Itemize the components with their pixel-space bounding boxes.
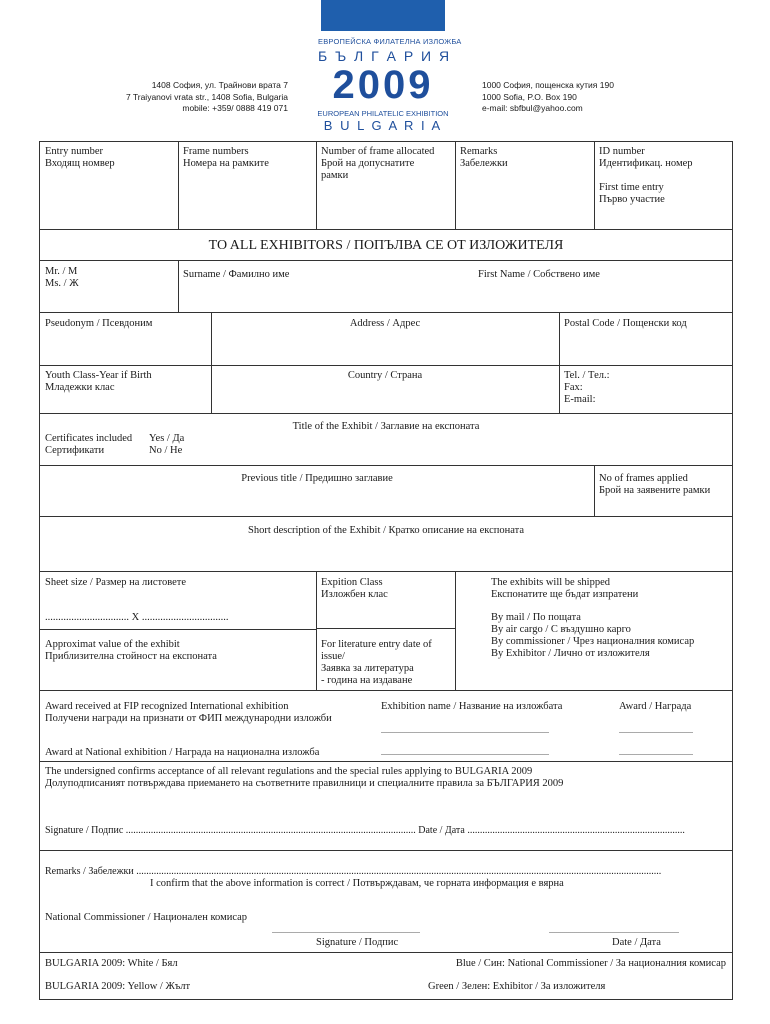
copy-white: BULGARIA 2009: White / Бял xyxy=(45,958,178,969)
logo-top-line: ЕВРОПЕЙСКА ФИЛАТЕЛНА ИЗЛОЖБА xyxy=(318,37,462,46)
field-text-line: Брой на заявените рамки xyxy=(599,485,711,496)
divider xyxy=(39,365,733,366)
ship-option-commissioner[interactable]: By commissioner / Чрез националния комисар xyxy=(491,636,695,647)
divider xyxy=(39,312,733,313)
field-text-line: Youth Class-Year if Birth xyxy=(45,370,152,381)
field-text-line: For literature entry date of xyxy=(321,639,432,650)
first-name-field[interactable]: First Name / Собствено име xyxy=(478,269,600,280)
confirm-en-text: The undersigned confirms acceptance of all relevant regulations and the special rules applying to BULGARIA 2009 xyxy=(45,766,533,777)
divider xyxy=(455,141,456,229)
surname-field[interactable]: Surname / Фамилно име xyxy=(183,269,290,280)
award-fip-label xyxy=(45,701,332,725)
frame-numbers-field[interactable] xyxy=(183,146,269,170)
logo-year: 2009 xyxy=(332,63,434,107)
field-text-line: Брой на допуснатите xyxy=(321,158,415,169)
exhibit-title-field[interactable]: Title of the Exhibit / Заглавие на експоната xyxy=(292,421,480,432)
divider xyxy=(594,141,595,229)
divider xyxy=(39,952,733,953)
field-text-line: Award received at FIP recognized International exhibition xyxy=(45,701,289,712)
ship-option-mail[interactable]: By mail / По пощата xyxy=(491,612,581,623)
sheet-size-label: Sheet size / Размер на листовете xyxy=(45,577,187,588)
field-text-line: Получени награди на признати от ФИП международни изложби xyxy=(45,713,332,724)
field-text-line: Tel. / Тел.: xyxy=(564,370,610,381)
field-text-line: Сертификати xyxy=(45,445,105,456)
divider xyxy=(594,465,595,516)
address-left xyxy=(126,80,288,115)
frames-applied-field[interactable] xyxy=(599,473,710,497)
logo-en-name: B U L G A R I A xyxy=(323,118,443,133)
divider xyxy=(316,628,455,629)
national-award-input[interactable]: ..................................... xyxy=(619,748,693,757)
field-text-line: Certificates included xyxy=(45,433,133,444)
fip-award-input[interactable]: ..................................... xyxy=(619,726,693,735)
commissioner-label: National Commissioner / Национален комисар xyxy=(45,912,248,923)
field-text-line: Approximat value of the exhibit xyxy=(45,639,180,650)
divider xyxy=(178,260,179,312)
logo-en-line: EUROPEAN PHILATELIC EXHIBITION xyxy=(317,109,449,118)
field-text-line: Изложбен клас xyxy=(321,589,388,600)
ship-option-air-cargo[interactable]: By air cargo / С въздушно карго xyxy=(491,624,631,635)
logo-bg-name: Б Ъ Л Г А Р И Я xyxy=(318,48,452,64)
certificates-no-option[interactable]: No / Не xyxy=(149,445,183,456)
commissioner-signature-input[interactable]: .......................................................................... xyxy=(272,926,420,935)
shipping-label xyxy=(491,577,638,601)
field-text-line: No of frames applied xyxy=(599,473,688,484)
address-right-line: e-mail: sbfbul@yahoo.com xyxy=(482,103,583,113)
field-text-line: Младежки клас xyxy=(45,382,115,393)
confirm-info-text: I confirm that the above information is correct / Потвърждавам, че горната информация е вярна xyxy=(150,878,564,889)
divider xyxy=(39,629,316,630)
divider xyxy=(39,260,733,261)
contact-field[interactable] xyxy=(564,370,610,406)
field-text-line: Remarks xyxy=(460,146,498,157)
first-entry-field[interactable] xyxy=(599,182,665,206)
award-label: Award / Награда xyxy=(619,701,692,712)
divider xyxy=(39,761,733,762)
field-text-line: The exhibits will be shipped xyxy=(491,577,610,588)
field-text-line: E-mail: xyxy=(564,394,596,405)
address-field[interactable]: Address / Адрес xyxy=(349,318,421,329)
sheet-size-input[interactable]: ................................ X ................................. xyxy=(45,612,229,623)
id-number-field[interactable] xyxy=(599,146,693,170)
divider xyxy=(39,465,733,466)
divider xyxy=(39,571,733,572)
divider xyxy=(39,229,733,230)
ship-option-exhibitor[interactable]: By Exhibitor / Лично от изложителя xyxy=(491,648,650,659)
shipping-options xyxy=(491,612,694,660)
entry-number-field[interactable] xyxy=(45,146,115,170)
certificates-label xyxy=(45,433,132,457)
divider xyxy=(39,516,733,517)
form-title: TO ALL EXHIBITORS / ПОПЪЛВА СЕ ОТ ИЗЛОЖИТЕЛЯ xyxy=(208,238,564,253)
commissioner-date-input[interactable]: ................................................................. xyxy=(549,926,679,935)
divider xyxy=(316,571,317,690)
divider xyxy=(316,141,317,229)
field-text-line: Входящ номвер xyxy=(45,158,115,169)
field-text-line: ID number xyxy=(599,146,645,157)
field-text-line: Номера на рамките xyxy=(183,158,269,169)
copy-green: Green / Зелен: Exhibitor / За изложителя xyxy=(428,981,606,992)
award-national-label: Award at National exhibition / Награда на национална изложба xyxy=(45,747,320,758)
address-right-line: 1000 Sofia, P.O. Box 190 xyxy=(482,91,577,102)
remarks-line[interactable]: Remarks / Забележки .................................................................................................................................................................................................................. xyxy=(45,866,662,877)
divider xyxy=(455,571,456,690)
address-left-line: 7 Traiyanovi vrata str., 1408 Sofia, Bulgaria xyxy=(125,91,288,102)
pseudonym-field[interactable]: Pseudonym / Псевдоним xyxy=(45,318,153,329)
copy-blue: Blue / Син: National Commissioner / За националния комисар xyxy=(455,958,726,969)
copy-yellow: BULGARIA 2009: Yellow / Жълт xyxy=(45,981,191,992)
field-text-line: First time entry xyxy=(599,182,664,193)
address-right xyxy=(482,80,614,115)
field-text-line: Fax: xyxy=(564,382,583,393)
approx-value-field[interactable] xyxy=(45,639,217,663)
field-text-line: - година на издаване xyxy=(321,675,413,686)
address-left-line: mobile: +359/ 0888 419 071 xyxy=(182,103,288,113)
short-description-field[interactable]: Short description of the Exhibit / Кратко описание на експоната xyxy=(247,525,525,536)
field-text-line: Експонатите ще бъдат изпратени xyxy=(491,589,639,600)
address-left-line: 1408 София, ул. Трайнови врата 7 xyxy=(151,80,288,90)
country-field[interactable]: Country / Страна xyxy=(347,370,423,381)
field-text-line: Забележки xyxy=(460,158,508,169)
field-text-line: issue/ xyxy=(321,651,345,662)
field-text-line: Entry number xyxy=(45,146,104,157)
field-text-line: Expition Class xyxy=(321,577,383,588)
field-text-line: Идентификац. номер xyxy=(599,158,693,169)
divider xyxy=(559,312,560,365)
fip-exhibition-name-input[interactable]: .................................................................................... xyxy=(381,726,549,735)
literature-date-field[interactable] xyxy=(321,639,432,687)
address-right-line: 1000 София, пощенска кутия 190 xyxy=(482,80,614,90)
field-text-line: рамки xyxy=(321,170,349,181)
exhibition-class-field[interactable] xyxy=(321,577,388,601)
field-text-line: Frame numbers xyxy=(183,146,249,157)
youth-class-field[interactable] xyxy=(45,370,152,394)
previous-title-field[interactable]: Previous title / Предишно заглавие xyxy=(241,473,393,484)
date-label: Date / Дата xyxy=(612,937,661,948)
field-text-line: Първо участие xyxy=(599,194,665,205)
postal-code-field[interactable]: Postal Code / Пощенски код xyxy=(564,318,687,329)
frames-allocated-field[interactable] xyxy=(321,146,434,182)
field-text-line: Приблизителна стойност на експоната xyxy=(45,651,217,662)
logo-blue-block xyxy=(321,0,445,31)
field-text-line: Заявка за литература xyxy=(321,663,414,674)
divider xyxy=(39,690,733,691)
divider xyxy=(559,365,560,413)
remarks-field[interactable] xyxy=(460,146,508,170)
confirm-bg-text: Долуподписаният потвърждава приемането на съответните правилници и специалните правила за БЪЛГАРИЯ 2009 xyxy=(45,778,564,789)
exhibition-name-label: Exhibition name / Название на изложбата xyxy=(381,701,563,712)
divider xyxy=(178,141,179,229)
ms-option[interactable]: Ms. / Ж xyxy=(45,278,79,289)
divider xyxy=(39,413,733,414)
signature-date-line[interactable]: Signature / Подпис .................................................................................................................... Date / Дата ....................................................................................... xyxy=(45,825,685,836)
mr-option[interactable]: Mr. / М xyxy=(45,266,78,277)
national-exhibition-name-input[interactable]: .................................................................................... xyxy=(381,748,549,757)
signature-label: Signature / Подпис xyxy=(316,937,399,948)
divider xyxy=(39,850,733,851)
field-text-line: Number of frame allocated xyxy=(321,146,435,157)
certificates-yes-option[interactable]: Yes / Да xyxy=(149,433,185,444)
